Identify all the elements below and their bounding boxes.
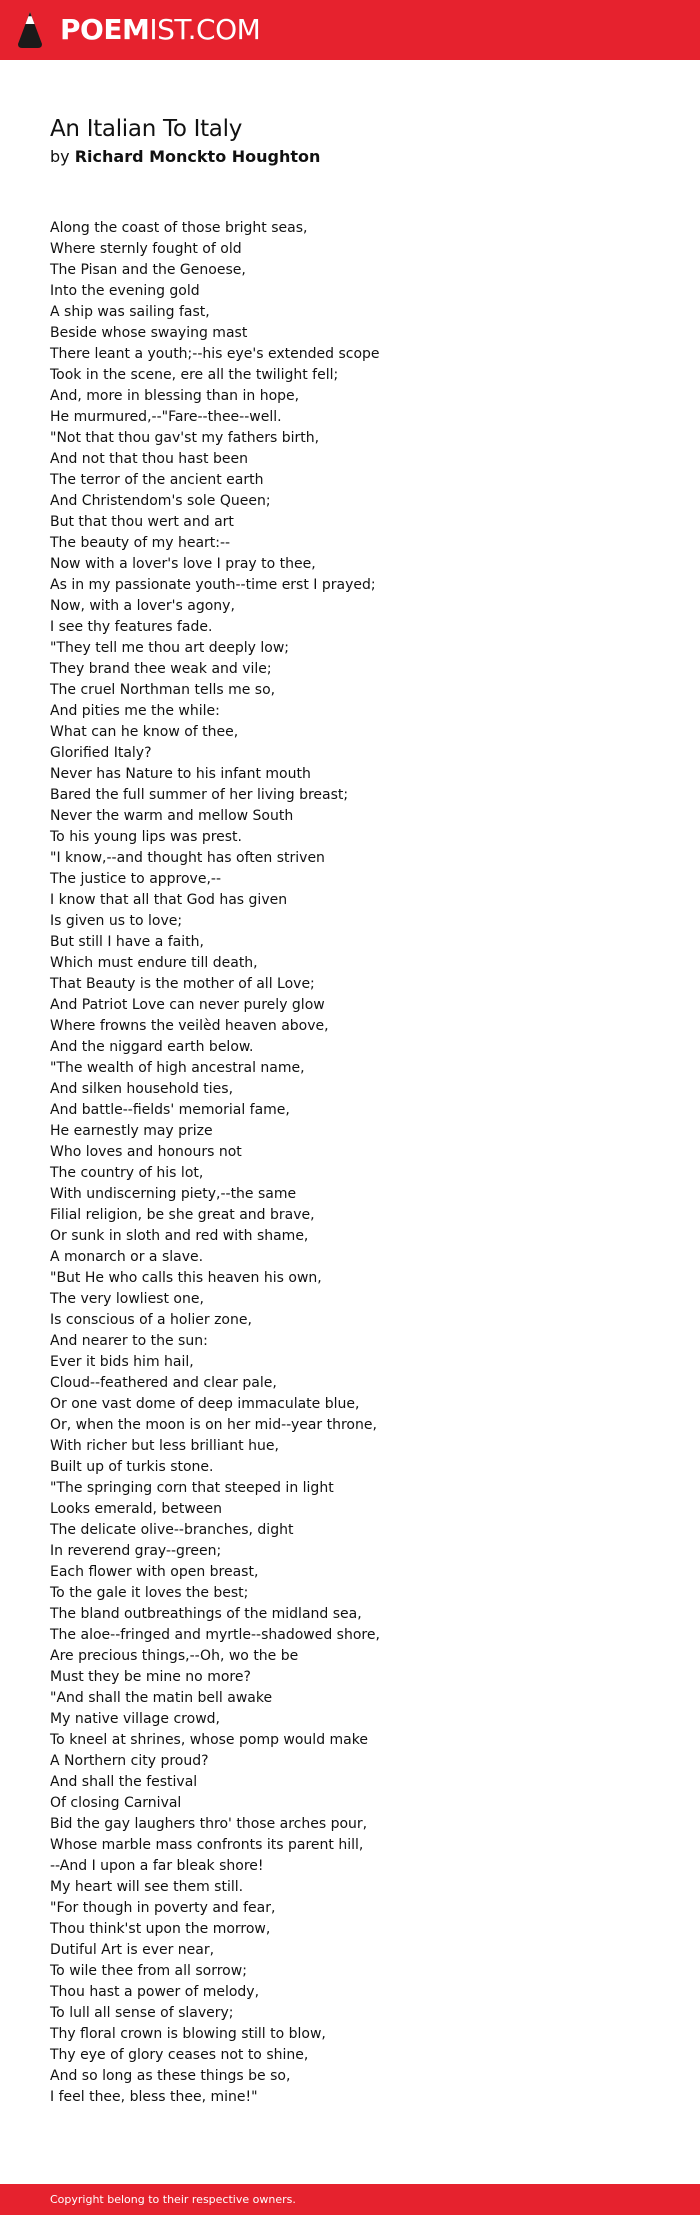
poem-line: The terror of the ancient earth xyxy=(50,472,264,488)
poem-line: There leant a youth;--his eye's extended scope xyxy=(50,346,380,362)
poem-line: --And I upon a far bleak shore! xyxy=(50,1858,264,1874)
site-logo[interactable] xyxy=(16,10,260,50)
poem-line: I feel thee, bless thee, mine!" xyxy=(50,2089,258,2105)
poem-line: "But He who calls this heaven his own, xyxy=(50,1270,322,1286)
poem-line: The beauty of my heart:-- xyxy=(50,535,231,551)
byline xyxy=(50,145,670,169)
poem-line: Must they be mine no more? xyxy=(50,1669,251,1685)
poem-line: Never has Nature to his infant mouth xyxy=(50,766,311,782)
poem-line: With richer but less brilliant hue, xyxy=(50,1438,279,1454)
poem-line: He earnestly may prize xyxy=(50,1123,213,1139)
poem-line: Cloud--feathered and clear pale, xyxy=(50,1375,277,1391)
poem-line: "The springing corn that steeped in light xyxy=(50,1480,334,1496)
poem-line: And so long as these things be so, xyxy=(50,2068,291,2084)
poem-line: In reverend gray--green; xyxy=(50,1543,222,1559)
poem-line: They brand thee weak and vile; xyxy=(50,661,272,677)
poem-line: Beside whose swaying mast xyxy=(50,325,248,341)
poem-line: And, more in blessing than in hope, xyxy=(50,388,300,404)
poem-line: As in my passionate youth--time erst I prayed; xyxy=(50,577,376,593)
poem-line: The Pisan and the Genoese, xyxy=(50,262,246,278)
poem-line: With undiscerning piety,--the same xyxy=(50,1186,297,1202)
site-header xyxy=(0,0,700,60)
poem-line: And Patriot Love can never purely glow xyxy=(50,997,325,1013)
logo-text-light: IST.COM xyxy=(149,13,261,46)
poem-line: Never the warm and mellow South xyxy=(50,808,294,824)
poem-line: Who loves and honours not xyxy=(50,1144,242,1160)
poem-line: And silken household ties, xyxy=(50,1081,234,1097)
poem-line: A ship was sailing fast, xyxy=(50,304,210,320)
poem-line: The cruel Northman tells me so, xyxy=(50,682,276,698)
poem-line: To lull all sense of slavery; xyxy=(50,2005,234,2021)
poem-line: Thy floral crown is blowing still to blow, xyxy=(50,2026,326,2042)
poem-line: A Northern city proud? xyxy=(50,1753,209,1769)
poem-title: An Italian To Italy xyxy=(50,116,243,142)
poem-line: Is given us to love; xyxy=(50,913,183,929)
poem-line: Whose marble mass confronts its parent hill, xyxy=(50,1837,364,1853)
poem-line: "Not that thou gav'st my fathers birth, xyxy=(50,430,320,446)
poem-line: And not that thou hast been xyxy=(50,451,248,467)
poem-line: A monarch or a slave. xyxy=(50,1249,204,1265)
poem-line: To kneel at shrines, whose pomp would make xyxy=(50,1732,368,1748)
poem-line: Now with a lover's love I pray to thee, xyxy=(50,556,316,572)
poem-line: Or one vast dome of deep immaculate blue, xyxy=(50,1396,360,1412)
poem-line: Or, when the moon is on her mid--year throne, xyxy=(50,1417,377,1433)
poem-line: But that thou wert and art xyxy=(50,514,234,530)
poem-line: To wile thee from all sorrow; xyxy=(50,1963,247,1979)
poem-line: My heart will see them still. xyxy=(50,1879,244,1895)
poem-line: Are precious things,--Oh, wo the be xyxy=(50,1648,299,1664)
poem-line: Thy eye of glory ceases not to shine, xyxy=(50,2047,309,2063)
poem-line: "For though in poverty and fear, xyxy=(50,1900,276,1916)
poem-line: The very lowliest one, xyxy=(50,1291,204,1307)
site-footer xyxy=(0,2184,700,2215)
poem-line: The delicate olive--branches, dight xyxy=(50,1522,294,1538)
logo-wordmark xyxy=(60,10,260,50)
copyright-text: Copyright belong to their respective owners. xyxy=(50,2193,296,2206)
poem-header xyxy=(50,114,670,169)
poem-line: And pities me the while: xyxy=(50,703,220,719)
pencil-tip-icon xyxy=(16,10,44,50)
poem-line: And battle--fields' memorial fame, xyxy=(50,1102,290,1118)
poem-line: The aloe--fringed and myrtle--shadowed shore, xyxy=(50,1627,380,1643)
poem-line: And the niggard earth below. xyxy=(50,1039,254,1055)
poem-line: Is conscious of a holier zone, xyxy=(50,1312,252,1328)
poem-line: "And shall the matin bell awake xyxy=(50,1690,273,1706)
poem-line: He murmured,--"Fare--thee--well. xyxy=(50,409,282,425)
poem-body xyxy=(50,218,670,2108)
poem-line: Dutiful Art is ever near, xyxy=(50,1942,215,1958)
poem-line: Thou think'st upon the morrow, xyxy=(50,1921,271,1937)
poem-line: Built up of turkis stone. xyxy=(50,1459,214,1475)
poem-line: And nearer to the sun: xyxy=(50,1333,208,1349)
poem-line: My native village crowd, xyxy=(50,1711,220,1727)
poem-line: "They tell me thou art deeply low; xyxy=(50,640,290,656)
by-label: by xyxy=(50,147,70,166)
poem-line: The bland outbreathings of the midland sea, xyxy=(50,1606,362,1622)
poem-line: Bid the gay laughers thro' those arches pour, xyxy=(50,1816,368,1832)
poem-line: Along the coast of those bright seas, xyxy=(50,220,308,236)
poem-line: Which must endure till death, xyxy=(50,955,258,971)
poem-line: To the gale it loves the best; xyxy=(50,1585,249,1601)
poem-line: And shall the festival xyxy=(50,1774,198,1790)
poem-line: Or sunk in sloth and red with shame, xyxy=(50,1228,309,1244)
poem-line: Each flower with open breast, xyxy=(50,1564,259,1580)
poem-line: But still I have a faith, xyxy=(50,934,204,950)
poem-line: Of closing Carnival xyxy=(50,1795,182,1811)
poem-line: Looks emerald, between xyxy=(50,1501,222,1517)
poem-line: That Beauty is the mother of all Love; xyxy=(50,976,315,992)
poem-line: And Christendom's sole Queen; xyxy=(50,493,271,509)
poem-line: Into the evening gold xyxy=(50,283,200,299)
poem-line: I see thy features fade. xyxy=(50,619,213,635)
author-link[interactable]: Richard Monckto Houghton xyxy=(74,147,321,166)
poem-line: What can he know of thee, xyxy=(50,724,239,740)
poem-line: Bared the full summer of her living breast; xyxy=(50,787,349,803)
poem-line: "The wealth of high ancestral name, xyxy=(50,1060,305,1076)
poem-line: The country of his lot, xyxy=(50,1165,204,1181)
poem-line: Now, with a lover's agony, xyxy=(50,598,235,614)
poem-line: The justice to approve,-- xyxy=(50,871,222,887)
poem-line: Thou hast a power of melody, xyxy=(50,1984,260,2000)
poem-line: "I know,--and thought has often striven xyxy=(50,850,325,866)
logo-text-bold: POEM xyxy=(60,13,150,46)
poem-line: Where frowns the veilèd heaven above, xyxy=(50,1018,329,1034)
poem-line: I know that all that God has given xyxy=(50,892,288,908)
poem-line: Ever it bids him hail, xyxy=(50,1354,194,1370)
poem-line: Where sternly fought of old xyxy=(50,241,242,257)
poem-line: Glorified Italy? xyxy=(50,745,152,761)
poem-line: To his young lips was prest. xyxy=(50,829,242,845)
poem-line: Filial religion, be she great and brave, xyxy=(50,1207,315,1223)
poem-line: Took in the scene, ere all the twilight fell; xyxy=(50,367,339,383)
